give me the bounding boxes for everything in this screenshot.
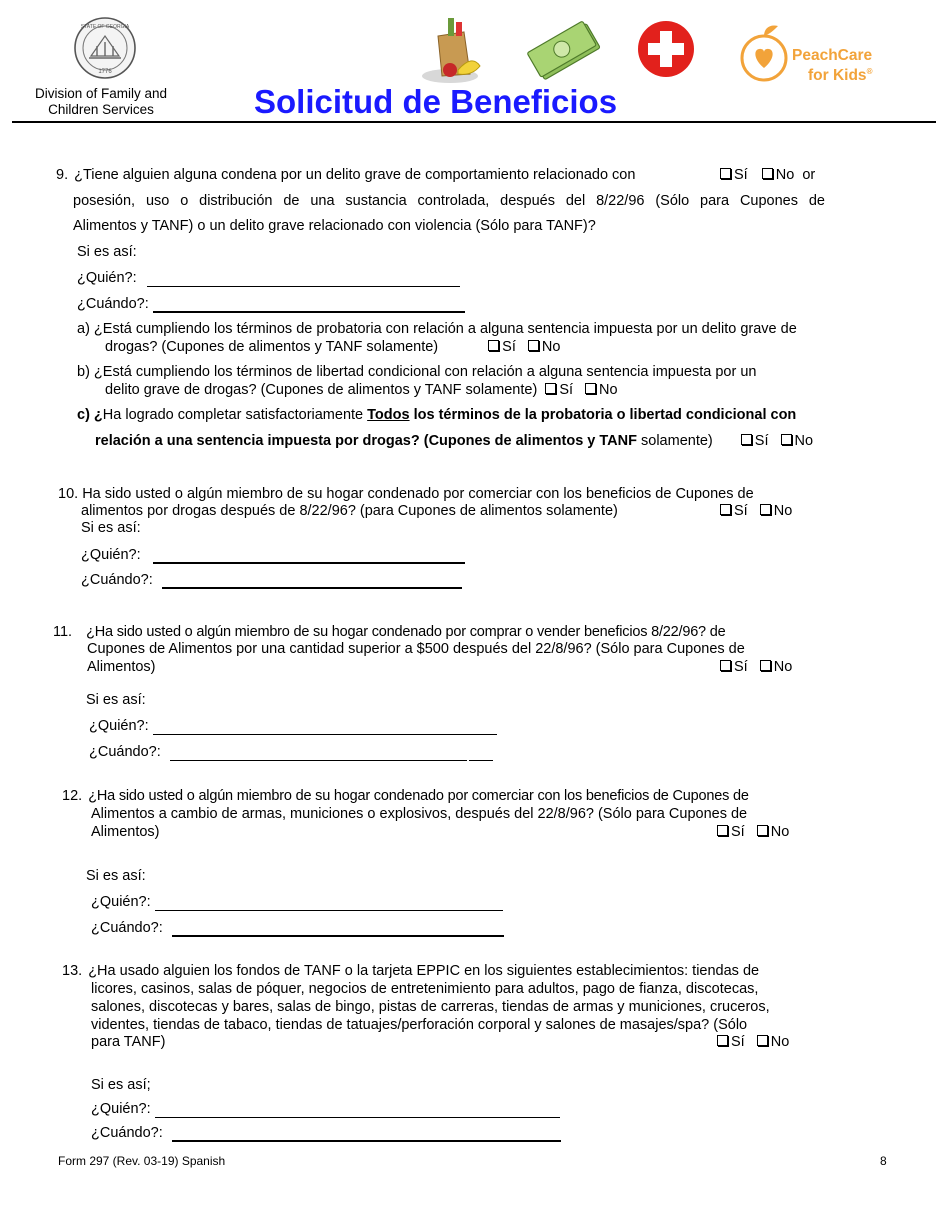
quien-label: ¿Quién?: bbox=[77, 270, 137, 286]
q11-no-option[interactable] bbox=[760, 658, 793, 676]
q11-quien-field[interactable] bbox=[153, 720, 497, 735]
q13-text-3: salones, discotecas y bares, salas de bingo, pistas de carreras, tiendas de armas y municiones, cruceros, bbox=[91, 999, 770, 1015]
q9-a-text-2: drogas? (Cupones de alimentos y TANF solamente) bbox=[105, 339, 439, 355]
checkbox-icon[interactable] bbox=[720, 504, 731, 515]
no-label: No bbox=[541, 339, 561, 355]
q9a-yes-option[interactable] bbox=[488, 338, 516, 356]
q9c-yes-option[interactable] bbox=[741, 432, 769, 450]
q12-text-3: Alimentos) bbox=[91, 824, 160, 840]
quien-label: ¿Quién?: bbox=[81, 547, 141, 563]
q9-b-text-1: b) ¿Está cumpliendo los términos de libertad condicional con relación a alguna sentencia impuesta por un bbox=[77, 364, 757, 380]
q9-c-text-1: Ha logrado completar satisfactoriamente bbox=[102, 407, 368, 423]
q10-text-1: Ha sido usted o algún miembro de su hogar condenado por comerciar con los beneficios de Cupones de bbox=[82, 486, 754, 502]
q9-c-todos: Todos bbox=[367, 407, 410, 423]
q9-line-1 bbox=[56, 166, 635, 184]
peachcare-mark: ® bbox=[866, 67, 873, 76]
q13-yes-no bbox=[717, 1033, 789, 1051]
q10-number: 10. bbox=[58, 486, 79, 502]
peachcare-line-2: for Kids bbox=[808, 67, 867, 85]
q9-text-3: Alimentos y TANF) o un delito grave relacionado con violencia (Sólo para TANF)? bbox=[73, 218, 596, 234]
q9-b-text-2: delito grave de drogas? (Cupones de alimentos y TANF solamente) bbox=[105, 382, 538, 398]
yes-label: Sí bbox=[734, 503, 748, 519]
checkbox-icon[interactable] bbox=[781, 434, 792, 445]
q13-cuando-row bbox=[91, 1124, 561, 1142]
q11-text-2: Cupones de Alimentos por una cantidad superior a $500 después del 22/8/96? (Sólo para Cupones de bbox=[87, 641, 745, 657]
q10-yes-option[interactable] bbox=[720, 502, 748, 520]
no-label: No bbox=[773, 503, 793, 519]
q11-si-es-asi: Si es así: bbox=[86, 692, 146, 708]
money-icon bbox=[526, 16, 602, 82]
no-label: No bbox=[775, 167, 795, 183]
checkbox-icon[interactable] bbox=[762, 168, 773, 179]
q11-cuando-field[interactable] bbox=[170, 746, 467, 761]
header-divider bbox=[12, 121, 936, 123]
q10-no-option[interactable] bbox=[760, 502, 793, 520]
q11-cuando-row bbox=[89, 743, 493, 761]
page-title: Solicitud de Beneficios bbox=[254, 83, 618, 120]
q11-yes-option[interactable] bbox=[720, 658, 748, 676]
no-label: No bbox=[599, 382, 618, 398]
q13-text-1: ¿Ha usado alguien los fondos de TANF o la tarjeta EPPIC en los siguientes establecimientos: tiendas de bbox=[88, 963, 760, 979]
yes-label: Sí bbox=[734, 167, 748, 183]
peachcare-line-1: PeachCare bbox=[792, 47, 873, 64]
q13-text-5: para TANF) bbox=[91, 1034, 166, 1050]
q9-no-option[interactable] bbox=[762, 166, 795, 184]
checkbox-icon[interactable] bbox=[585, 383, 596, 394]
yes-label: Sí bbox=[502, 339, 516, 355]
checkbox-icon[interactable] bbox=[757, 1035, 768, 1046]
q12-cuando-field[interactable] bbox=[172, 921, 504, 937]
q11-text-1: ¿Ha sido usted o algún miembro de su hogar condenado por comprar o vender beneficios 8/22/96? de bbox=[86, 624, 726, 640]
yes-label: Sí bbox=[731, 824, 745, 840]
q9-cuando-field[interactable] bbox=[153, 297, 465, 313]
q9-c-line-1 bbox=[77, 406, 796, 424]
q9-quien-row bbox=[77, 269, 460, 287]
quien-label: ¿Quién?: bbox=[89, 718, 149, 734]
q9-a-text-1: a) ¿Está cumpliendo los términos de probatoria con relación a alguna sentencia impuesta por un delito grave de bbox=[77, 321, 797, 337]
q13-no-option[interactable] bbox=[757, 1033, 790, 1051]
q12-no-option[interactable] bbox=[757, 823, 790, 841]
grocery-bag-icon bbox=[420, 14, 492, 84]
q12-si-es-asi: Si es así: bbox=[86, 868, 146, 884]
q9-c-line-2 bbox=[95, 432, 813, 450]
q9-c-text-4: solamente) bbox=[636, 433, 713, 449]
checkbox-icon[interactable] bbox=[757, 825, 768, 836]
q11-text-3: Alimentos) bbox=[87, 659, 156, 675]
cuando-label: ¿Cuándo?: bbox=[89, 744, 161, 760]
q9-cuando-row bbox=[77, 295, 465, 313]
q13-cuando-field[interactable] bbox=[172, 1126, 561, 1142]
q11-line-1 bbox=[53, 623, 725, 641]
checkbox-icon[interactable] bbox=[720, 168, 731, 179]
q10-line-1 bbox=[58, 485, 754, 503]
checkbox-icon[interactable] bbox=[717, 1035, 728, 1046]
q13-quien-field[interactable] bbox=[155, 1103, 560, 1118]
checkbox-icon[interactable] bbox=[741, 434, 752, 445]
q10-quien-field[interactable] bbox=[153, 548, 465, 564]
yes-label: Sí bbox=[731, 1034, 745, 1050]
checkbox-icon[interactable] bbox=[720, 660, 731, 671]
q13-number: 13. bbox=[62, 963, 83, 979]
form-id: Form 297 (Rev. 03-19) Spanish bbox=[58, 1154, 226, 1168]
q12-yes-option[interactable] bbox=[717, 823, 745, 841]
q12-text-1: ¿Ha sido usted o algún miembro de su hogar condenado por comerciar con los beneficios de Cupones de bbox=[88, 788, 749, 804]
q10-cuando-field[interactable] bbox=[162, 573, 462, 589]
page-number: 8 bbox=[880, 1154, 887, 1168]
quien-label: ¿Quién?: bbox=[91, 1101, 151, 1117]
q9b-no-option[interactable] bbox=[585, 381, 618, 399]
checkbox-icon[interactable] bbox=[528, 340, 539, 351]
red-cross-icon bbox=[637, 20, 695, 78]
q11-quien-row bbox=[89, 717, 497, 735]
q9-text-1: ¿Tiene alguien alguna condena por un delito grave de comportamiento relacionado con bbox=[74, 167, 636, 183]
yes-label: Sí bbox=[734, 659, 748, 675]
yes-label: Sí bbox=[754, 433, 769, 449]
q11-number: 11. bbox=[53, 624, 73, 640]
q9-quien-field[interactable] bbox=[147, 272, 460, 287]
q9-number: 9. bbox=[56, 167, 69, 183]
q12-line-1 bbox=[62, 787, 749, 805]
cuando-label: ¿Cuándo?: bbox=[77, 296, 149, 312]
state-seal bbox=[73, 16, 137, 80]
or-label: or bbox=[802, 167, 816, 183]
checkbox-icon[interactable] bbox=[488, 340, 499, 351]
q12-text-2: Alimentos a cambio de armas, municiones o explosivos, después del 22/8/96? (Sólo para Cupones de bbox=[91, 806, 748, 822]
cuando-label: ¿Cuándo?: bbox=[81, 572, 153, 588]
q13-text-4: videntes, tiendas de tabaco, tiendas de tatuajes/perforación corporal y salones de masajes/spa? (Sólo bbox=[91, 1017, 748, 1033]
checkbox-icon[interactable] bbox=[717, 825, 728, 836]
seal-top-text: STATE OF GEORGIA bbox=[80, 24, 130, 30]
q10-cuando-row bbox=[81, 571, 462, 589]
yes-label: Sí bbox=[559, 382, 574, 398]
q10-quien-row bbox=[81, 546, 465, 564]
q9-c-text-2: los términos de la probatoria o libertad condicional con bbox=[409, 407, 797, 423]
peachcare-logo bbox=[738, 22, 878, 86]
checkbox-icon[interactable] bbox=[760, 660, 771, 671]
cuando-label: ¿Cuándo?: bbox=[91, 920, 163, 936]
q9b-yes-option[interactable] bbox=[545, 381, 573, 399]
q10-text-2: alimentos por drogas después de 8/22/96? (para Cupones de alimentos solamente) bbox=[81, 503, 618, 519]
q9-a-line-2 bbox=[105, 338, 560, 356]
no-label: No bbox=[770, 1034, 790, 1050]
q10-yes-no bbox=[720, 502, 792, 520]
q11-cuando-field-tail[interactable] bbox=[469, 746, 493, 761]
q9c-no-option[interactable] bbox=[781, 432, 814, 450]
q13-yes-option[interactable] bbox=[717, 1033, 745, 1051]
agency-line-2: Children Services bbox=[48, 102, 154, 117]
q12-number: 12. bbox=[62, 788, 83, 804]
no-label: No bbox=[773, 659, 793, 675]
q13-line-1 bbox=[62, 962, 759, 980]
q12-quien-field[interactable] bbox=[155, 896, 503, 911]
q12-cuando-row bbox=[91, 919, 504, 937]
q11-yes-no bbox=[720, 658, 792, 676]
q13-text-2: licores, casinos, salas de póquer, negocios de entretenimiento para adultos, pago de fianza, discotecas, bbox=[91, 981, 759, 997]
q10-si-es-asi: Si es así: bbox=[81, 520, 141, 536]
cuando-label: ¿Cuándo?: bbox=[91, 1125, 163, 1141]
agency-name bbox=[20, 86, 182, 118]
q12-quien-row bbox=[91, 893, 503, 911]
q9-text-2: posesión, uso o distribución de una sustancia controlada, después del 8/22/96 (Sólo para Cupones de bbox=[73, 193, 825, 209]
seal-year: 1776 bbox=[98, 69, 112, 75]
q9-yes-no bbox=[720, 166, 815, 184]
q12-yes-no bbox=[717, 823, 789, 841]
no-label: No bbox=[770, 824, 790, 840]
agency-line-1: Division of Family and bbox=[34, 86, 168, 101]
no-label: No bbox=[794, 433, 814, 449]
q9-b-line-2 bbox=[105, 381, 618, 399]
q9-c-text-3: relación a una sentencia impuesta por drogas? (Cupones de alimentos y TANF bbox=[95, 433, 637, 449]
checkbox-icon[interactable] bbox=[545, 383, 556, 394]
q9-c-prefix: c) ¿ bbox=[77, 407, 103, 423]
q9-yes-option[interactable] bbox=[720, 166, 748, 184]
q13-quien-row bbox=[91, 1100, 560, 1118]
checkbox-icon[interactable] bbox=[760, 504, 771, 515]
q13-si-es-asi: Si es así; bbox=[91, 1077, 151, 1093]
q9-si-es-asi: Si es así: bbox=[77, 244, 137, 260]
q9a-no-option[interactable] bbox=[528, 338, 561, 356]
quien-label: ¿Quién?: bbox=[91, 894, 151, 910]
